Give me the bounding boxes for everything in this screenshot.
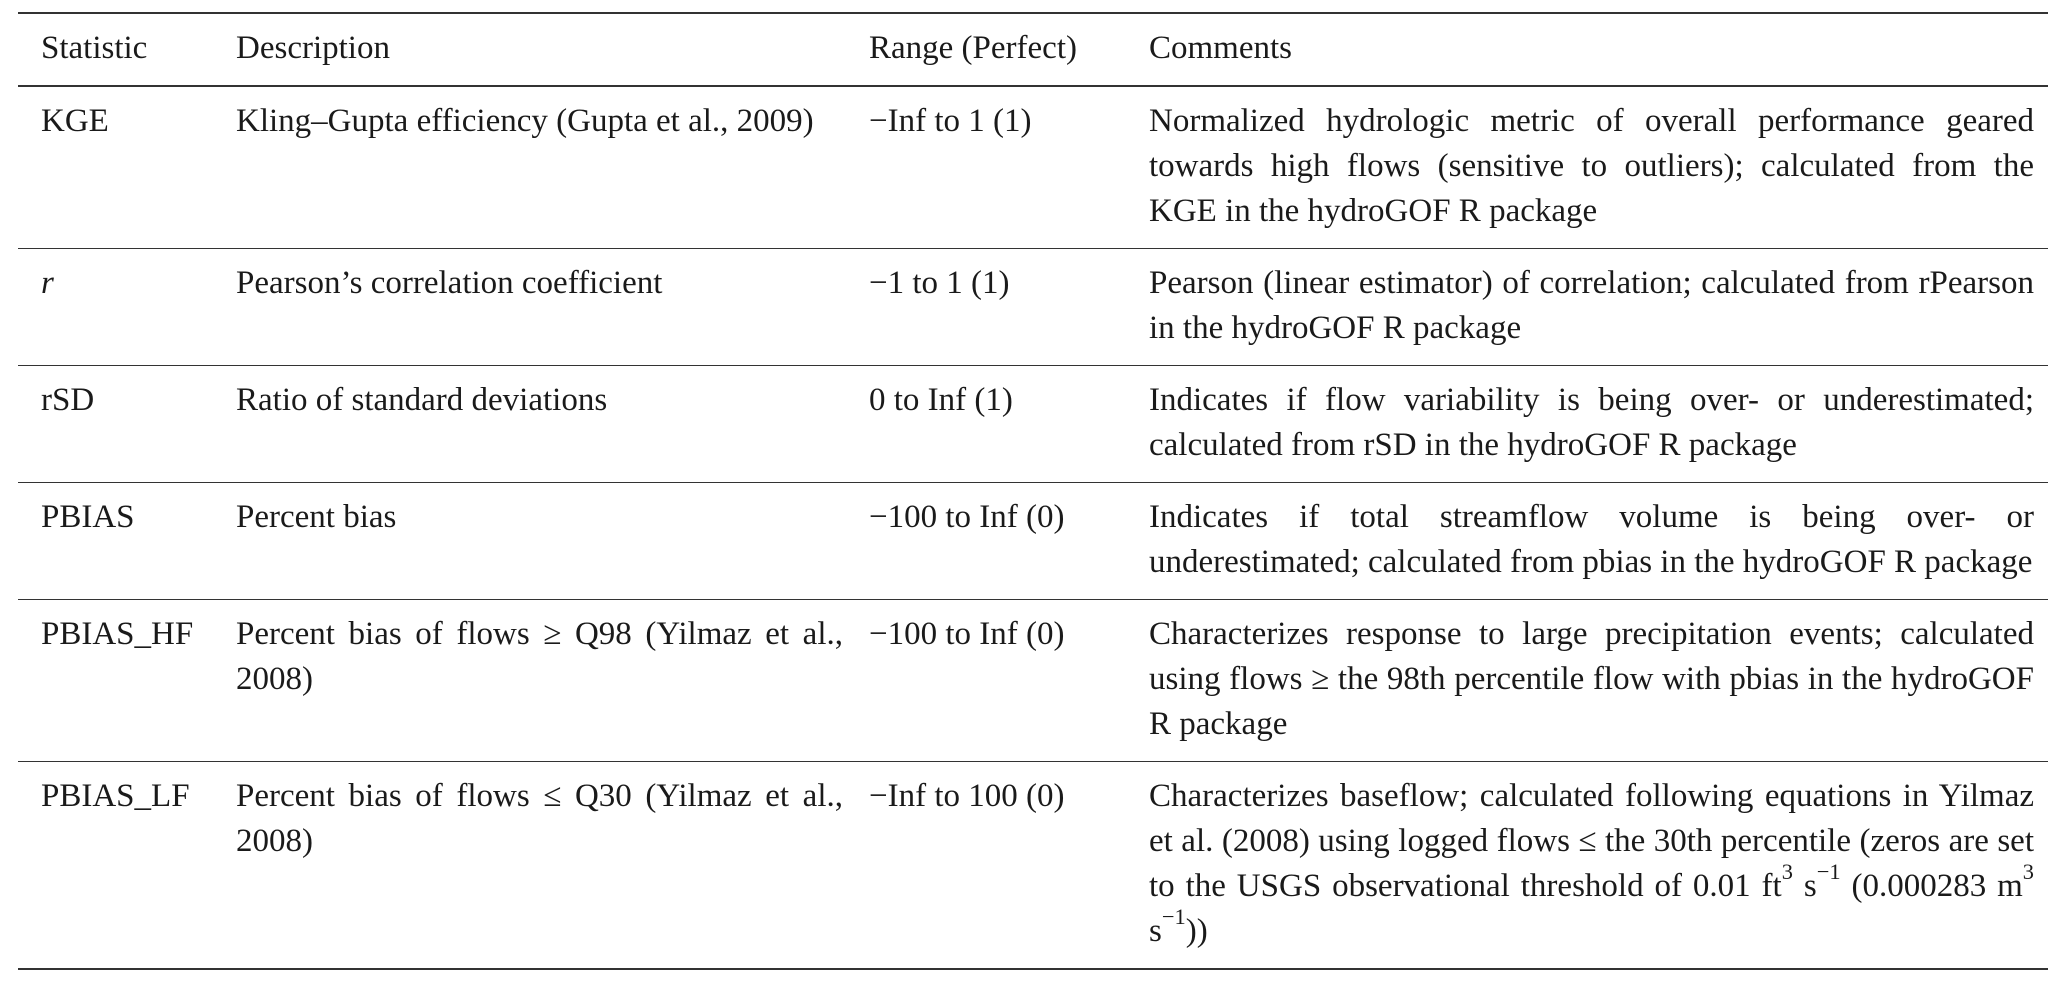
- header-description: Description: [236, 30, 390, 66]
- header-row: [18, 13, 2048, 86]
- header-range: Range (Perfect): [869, 30, 1077, 66]
- statistics-table-container: [18, 12, 2048, 970]
- cell-description: Pearson’s correlation coefficient: [236, 265, 663, 301]
- cell-range: 0 to Inf (1): [869, 382, 1013, 418]
- table-header: [18, 13, 2048, 86]
- cell-range: −100 to Inf (0): [869, 499, 1065, 535]
- comment-text: s: [1149, 913, 1162, 949]
- table-row: [18, 483, 2048, 600]
- cell-description: Percent bias of flows ≥ Q98 (Yilmaz et al., 2008): [236, 616, 843, 697]
- cell-description: Ratio of standard deviations: [236, 382, 608, 418]
- comment-text: (0.000283 m: [1840, 868, 2023, 904]
- cell-statistic: PBIAS: [41, 499, 135, 535]
- cell-statistic: PBIAS_HF: [41, 616, 194, 652]
- table-row: [18, 86, 2048, 249]
- superscript: −1: [1161, 904, 1186, 930]
- comment-text: Characterizes baseflow; calculated following equations in Yilmaz et al. (2008) using logged flows ≤ the 30th percentile (zeros are set to the USGS observational threshold of 0.01 ft: [1149, 778, 2034, 904]
- cell-comments: Pearson (linear estimator) of correlation; calculated from rPearson in the hydroGOF R package: [1149, 265, 2034, 346]
- cell-comments: Characterizes response to large precipitation events; calculated using flows ≥ the 98th percentile flow with pbias in the hydroGOF R package: [1149, 616, 2034, 742]
- cell-range: −Inf to 100 (0): [869, 778, 1065, 814]
- table-row: [18, 762, 2048, 970]
- cell-comments: Normalized hydrologic metric of overall performance geared towards high flows (sensitive to outliers); calculated from the KGE in the hydroGOF R package: [1149, 103, 2034, 229]
- superscript: −1: [1816, 859, 1841, 885]
- cell-description: Percent bias of flows ≤ Q30 (Yilmaz et al., 2008): [236, 778, 843, 859]
- cell-comments: [1149, 762, 2048, 970]
- table-row: [18, 249, 2048, 366]
- cell-description: Kling–Gupta efficiency (Gupta et al., 2009): [236, 103, 814, 139]
- cell-statistic: PBIAS_LF: [41, 778, 190, 814]
- cell-statistic: rSD: [41, 382, 95, 418]
- table-body: [18, 86, 2048, 969]
- header-statistic: Statistic: [41, 30, 148, 66]
- statistics-table: [18, 12, 2048, 970]
- comment-text: )): [1185, 913, 1208, 949]
- cell-statistic: r: [41, 265, 54, 301]
- cell-range: −Inf to 1 (1): [869, 103, 1032, 139]
- header-comments: Comments: [1149, 30, 1293, 66]
- cell-comments: Indicates if flow variability is being over- or underestimated; calculated from rSD in the hydroGOF R package: [1149, 382, 2034, 463]
- table-row: [18, 366, 2048, 483]
- cell-statistic: KGE: [41, 103, 109, 139]
- table-row: [18, 600, 2048, 762]
- superscript: 3: [2022, 859, 2035, 885]
- comment-text: s: [1792, 868, 1817, 904]
- superscript: 3: [1781, 859, 1793, 885]
- cell-comments: Indicates if total streamflow volume is being over- or underestimated; calculated from pbias in the hydroGOF R package: [1149, 499, 2034, 580]
- cell-range: −1 to 1 (1): [869, 265, 1010, 301]
- cell-range: −100 to Inf (0): [869, 616, 1065, 652]
- cell-description: Percent bias: [236, 499, 397, 535]
